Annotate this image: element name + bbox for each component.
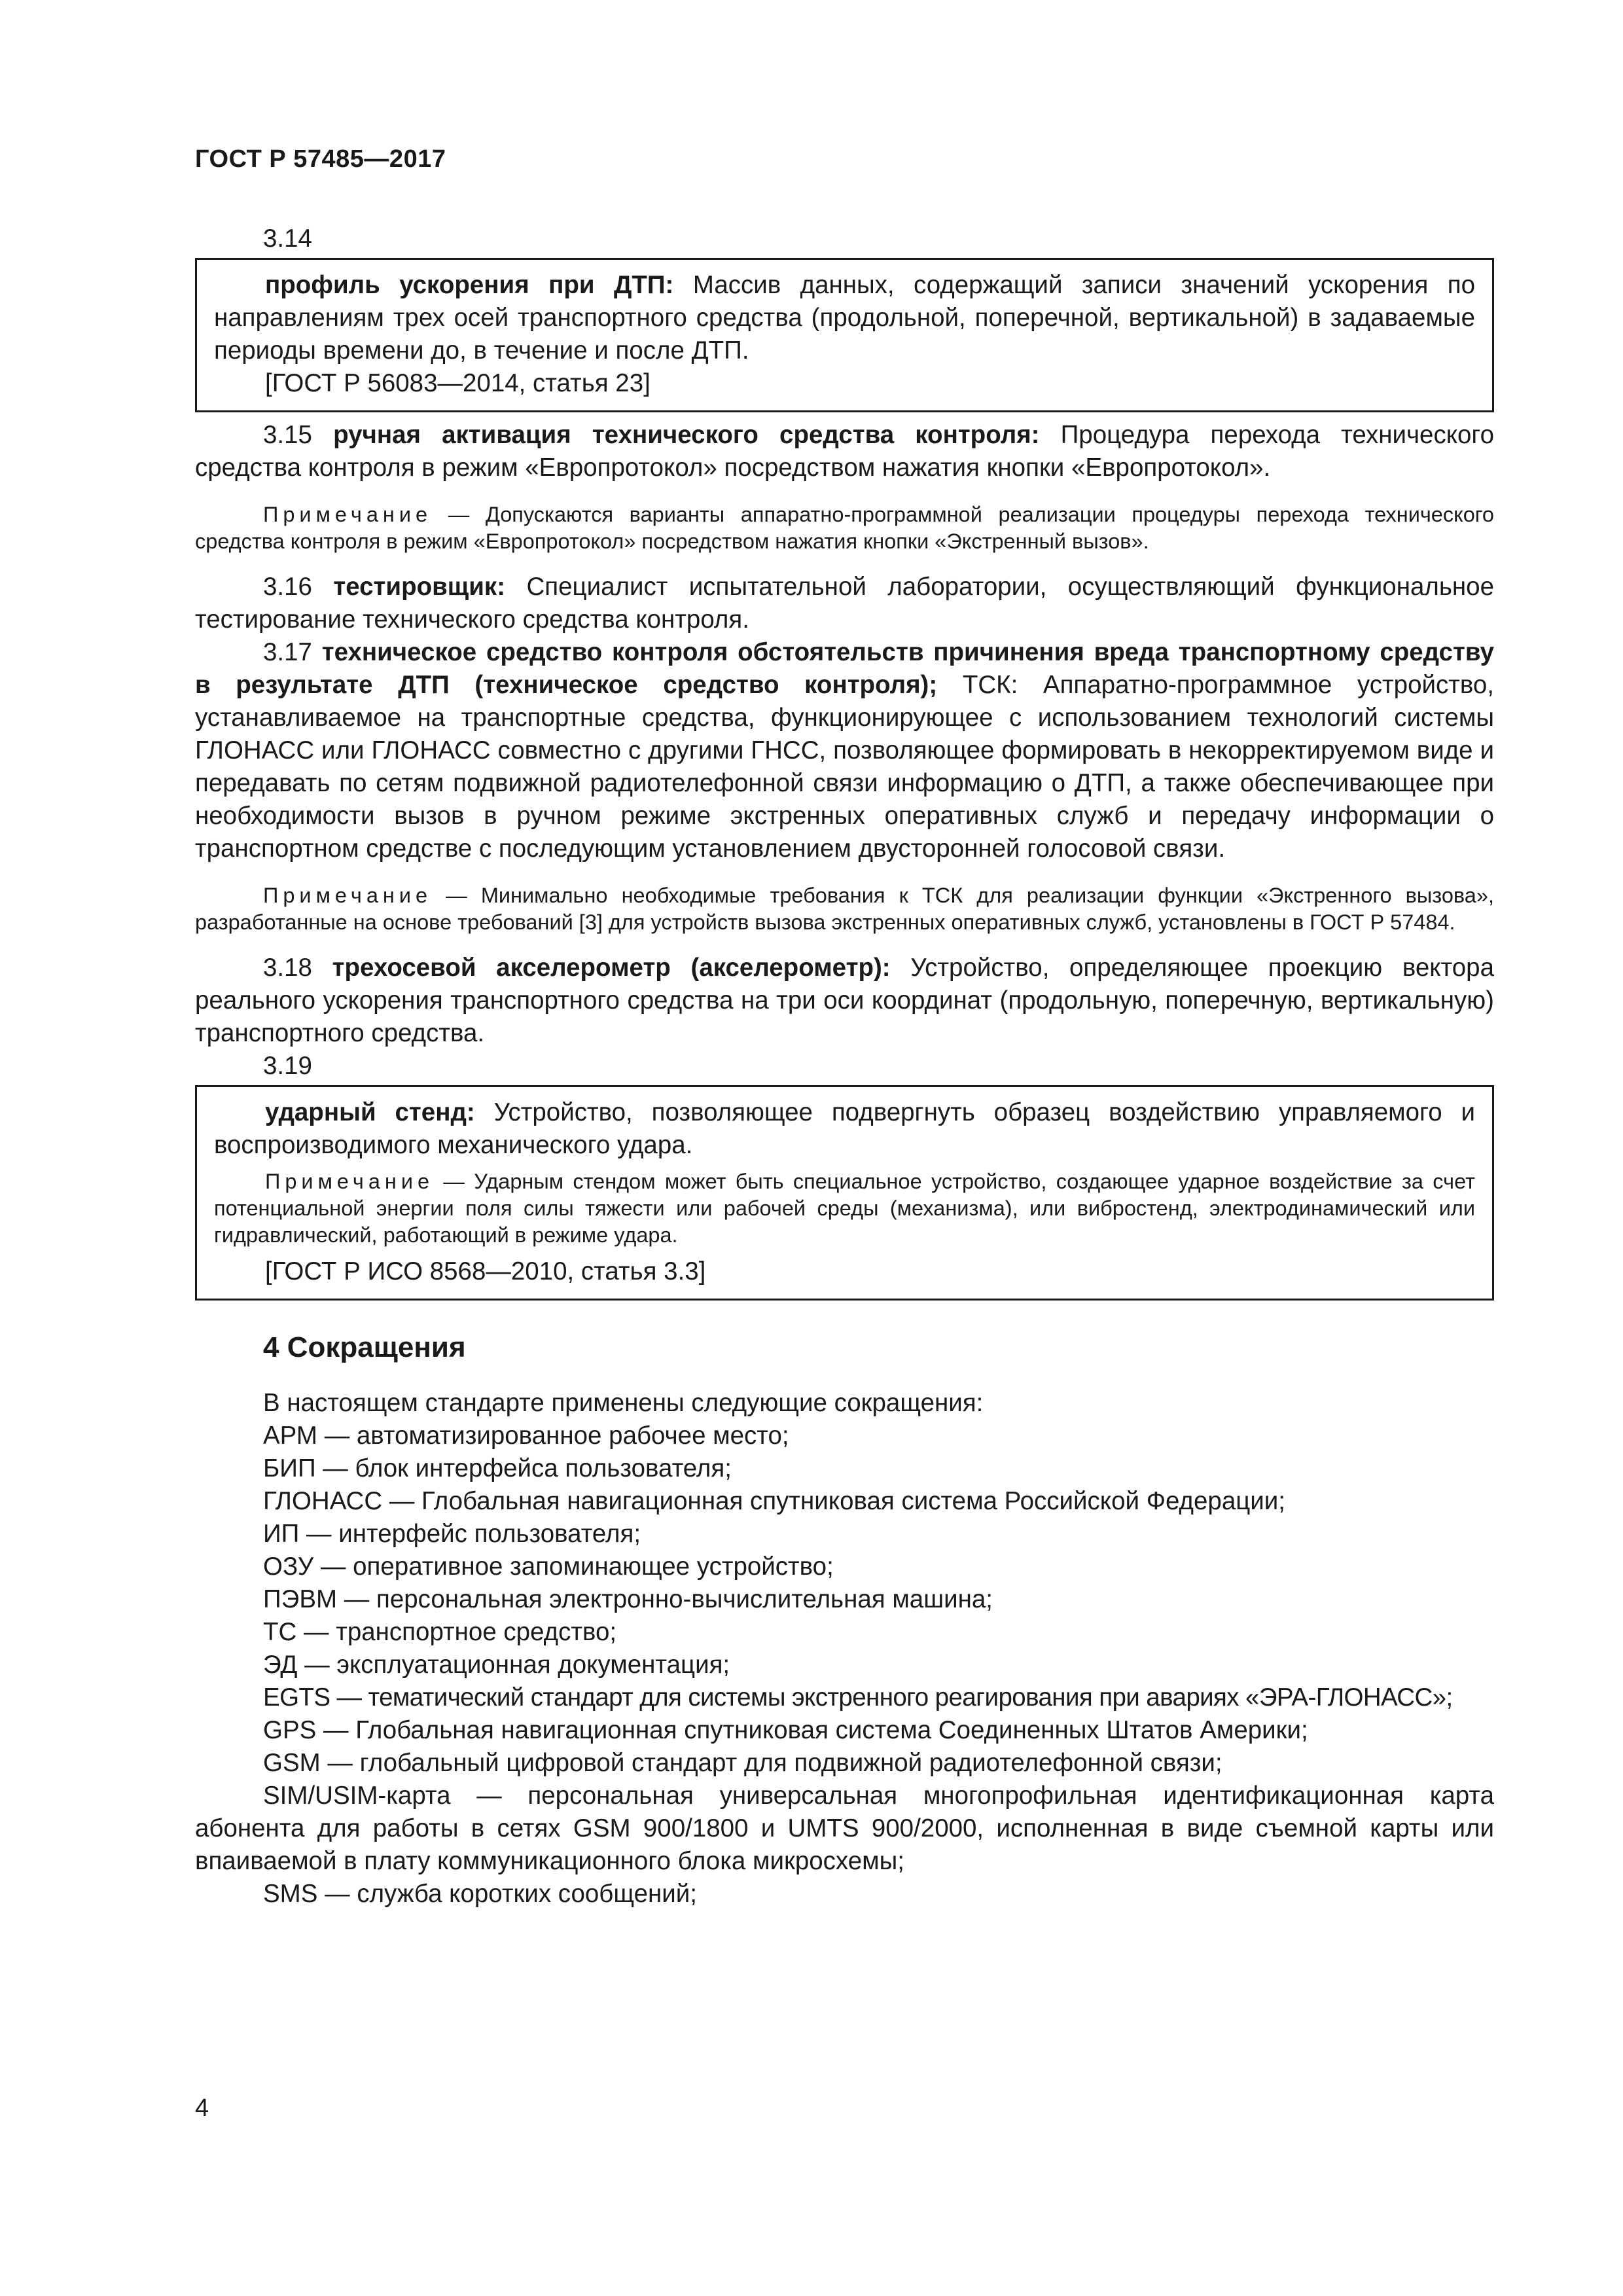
document-header: ГОСТ Р 57485—2017 bbox=[195, 145, 446, 173]
section-4-title: 4 Сокращения bbox=[263, 1331, 466, 1363]
term-3-15-term: ручная активация технического средства контроля: bbox=[333, 421, 1040, 449]
term-3-17-definition: ТСК: Аппаратно-программное устройство, устанавливаемое на транспортные средства, функционирующее с использованием технологий системы ГЛОНАСС или ГЛОНАСС совместно с другими ГНСС, позволяющее формировать в некорректируемом виде и передавать по сетям подвижной радиотелефонной связи информацию о ДТП, а также обеспечивающее при необходимости вызов в ручном режиме экстренных оперативных служб и передачу информации о транспортном средстве с последующим установлением двусторонней голосовой связи. bbox=[195, 671, 1495, 863]
note-text: — Минимально необходимые требования к ТСК для реализации функции «Экстренного вызова», разработанные на основе требований [3] для устройств вызова экстренных оперативных служб, установлены в ГОСТ Р 57484. bbox=[195, 884, 1494, 934]
page-number: 4 bbox=[195, 2094, 209, 2122]
list-item: ОЗУ — оперативное запоминающее устройство; bbox=[263, 1552, 834, 1581]
list-item: GSM — глобальный цифровой стандарт для подвижной радиотелефонной связи; bbox=[263, 1749, 1222, 1777]
document-body bbox=[195, 223, 1494, 1910]
term-3-17-number: 3.17 bbox=[263, 638, 322, 666]
note-label: Примечание bbox=[263, 884, 433, 907]
term-3-16-term: тестировщик: bbox=[333, 573, 506, 601]
list-item: ПЭВМ — персональная электронно-вычислительная машина; bbox=[263, 1585, 993, 1613]
term-3-19-term: ударный стенд: bbox=[265, 1098, 475, 1126]
term-3-16-definition: Специалист испытательной лаборатории, осуществляющий функциональное тестирование технического средства контроля. bbox=[195, 573, 1494, 634]
note-label: Примечание bbox=[265, 1170, 435, 1193]
term-3-19-source: [ГОСТ Р ИСО 8568—2010, статья 3.3] bbox=[265, 1257, 706, 1285]
list-item: GPS — Глобальная навигационная спутниковая система Соединенных Штатов Америки; bbox=[263, 1716, 1308, 1744]
section-4-intro: В настоящем стандарте применены следующие сокращения: bbox=[263, 1389, 984, 1417]
list-item: ГЛОНАСС — Глобальная навигационная спутниковая система Российской Федерации; bbox=[263, 1487, 1285, 1515]
term-3-16-text bbox=[195, 571, 1494, 636]
term-3-18-definition: Устройство, определяющее проекцию вектора реального ускорения транспортного средства на три оси координат (продольную, поперечную, вертикальную) транспортного средства. bbox=[195, 954, 1494, 1047]
term-3-17-term: техническое средство контроля обстоятельств причинения вреда транспортному средству в результате ДТП (техническое средство контроля); bbox=[195, 638, 1494, 699]
term-3-19-note bbox=[214, 1168, 1475, 1249]
term-3-19-definition: Устройство, позволяющее подвергнуть образец воздействию управляемого и воспроизводимого механического удара. bbox=[214, 1098, 1475, 1159]
term-3-14-text bbox=[214, 269, 1475, 367]
list-item: EGTS — тематический стандарт для системы экстренного реагирования при авариях «ЭРА-ГЛОНАСС»; bbox=[263, 1683, 1453, 1712]
list-item: ИП — интерфейс пользователя; bbox=[263, 1520, 641, 1548]
list-item: АРМ — автоматизированное рабочее место; bbox=[263, 1422, 789, 1450]
term-3-15-text bbox=[195, 419, 1494, 484]
term-number-3-14: 3.14 bbox=[263, 224, 312, 253]
list-item: SMS — служба коротких сообщений; bbox=[263, 1880, 697, 1908]
term-3-15-number: 3.15 bbox=[263, 421, 334, 449]
term-3-16-number: 3.16 bbox=[263, 573, 334, 601]
term-3-18-text bbox=[195, 952, 1494, 1050]
term-3-15-note bbox=[195, 501, 1494, 555]
list-item: БИП — блок интерфейса пользователя; bbox=[263, 1454, 732, 1482]
note-text: — Допускаются варианты аппаратно-программной реализации процедуры перехода технического средства контроля в режим «Европротокол» посредством нажатия кнопки «Экстренный вызов». bbox=[195, 503, 1494, 553]
note-text: — Ударным стендом может быть специальное устройство, создающее ударное воздействие за счет потенциальной энергии поля силы тяжести или рабочей среды (механизма), или вибростенд, электродинамический или гидравлический, работающий в режиме удара. bbox=[214, 1170, 1475, 1247]
term-3-17-text bbox=[195, 636, 1494, 865]
term-3-18-term: трехосевой акселерометр (акселерометр): bbox=[332, 954, 891, 982]
term-3-15-definition: Процедура перехода технического средства контроля в режим «Европротокол» посредством нажатия кнопки «Европротокол». bbox=[195, 421, 1494, 482]
term-box-3-14 bbox=[195, 258, 1494, 412]
term-3-17-note bbox=[195, 882, 1494, 936]
list-item: ЭД — эксплуатационная документация; bbox=[263, 1651, 730, 1679]
term-3-14-term: профиль ускорения при ДТП: bbox=[265, 271, 674, 299]
abbreviation-list bbox=[195, 1420, 1494, 1910]
term-3-18-number: 3.18 bbox=[263, 954, 332, 982]
list-item: SIM/USIM-карта — персональная универсальная многопрофильная идентификационная карта абонента для работы в сетях GSM 900/1800 и UMTS 900/2000, исполненная в виде съемной карты или впаиваемой в плату коммуникационного блока микросхемы; bbox=[195, 1782, 1494, 1875]
term-3-19-text bbox=[214, 1096, 1475, 1162]
term-3-14-definition: Массив данных, содержащий записи значений ускорения по направлениям трех осей транспортного средства (продольной, поперечной, вертикальной) в задаваемые периоды времени до, в течение и после ДТП. bbox=[214, 271, 1475, 365]
list-item: ТС — транспортное средство; bbox=[263, 1618, 617, 1646]
term-3-14-source: [ГОСТ Р 56083—2014, статья 23] bbox=[265, 369, 651, 397]
term-number-3-19: 3.19 bbox=[263, 1052, 312, 1080]
term-box-3-19 bbox=[195, 1085, 1494, 1300]
note-label: Примечание bbox=[263, 503, 433, 526]
